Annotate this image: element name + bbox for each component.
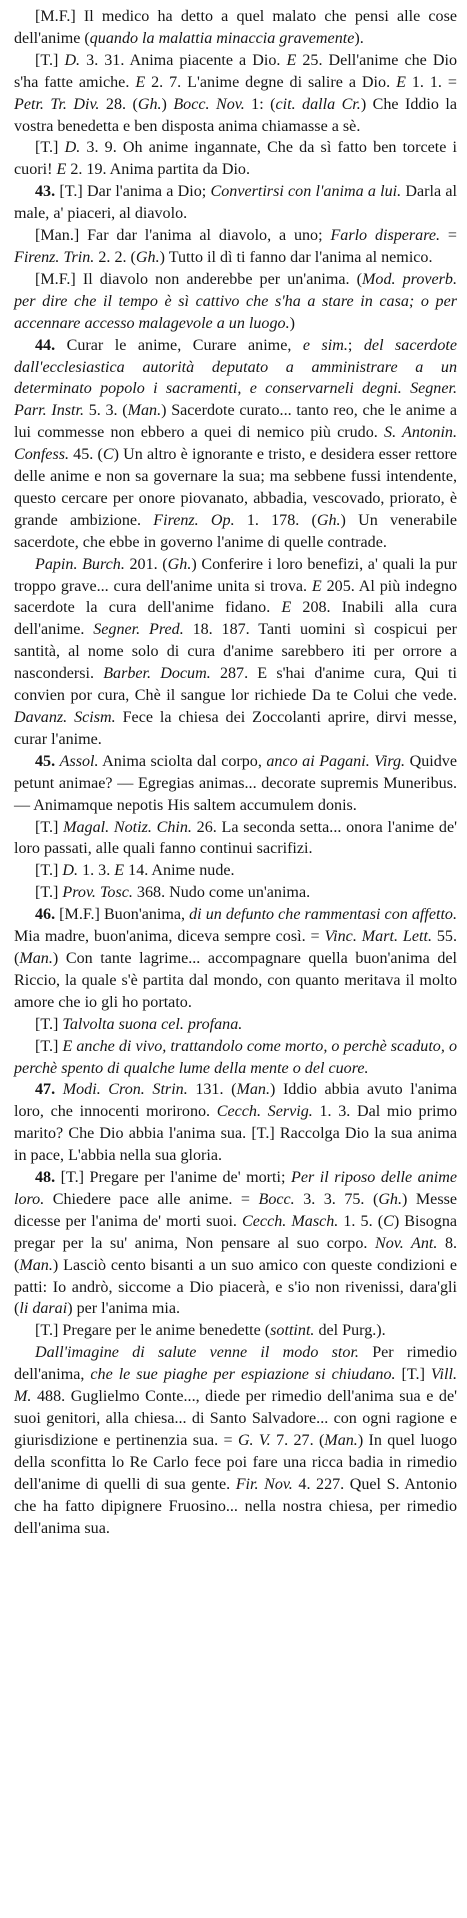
entry-paragraph: Papin. Burch. 201. (Gh.) Conferire i loro benefizi, a' quali la pur troppo grave... cura dell'anime unita si trova. E 205. Al più indegno sacerdote la cura dell'anime fidano. E 208. Inabili alla cura dell'anime. Segner. Pred. 18. 187. Tanti uomini sì cospicui per santità, al nome solo di cura d'anime sarebbero iti per orrore a nascondersi. Barber. Docum. 287. E s'hai d'anime cura, Qui ti convien por cura, Chè il sangue lor richiede Da te Colui che vede. Davanz. Scism. Fece la chiesa dei Zoccolanti aprire, dirvi messe, curar l'anime. bbox=[14, 555, 458, 748]
entry-paragraph: [T.] D. 3. 31. Anima piacente a Dio. E 25. Dell'anime che Dio s'ha fatte amiche. E 2. 7. L'anime degne di salire a Dio. E 1. 1. = Petr. Tr. Div. 28. (Gh.) Bocc. Nov. 1: (cit. dalla Cr.) Che Iddio la vostra benedetta e ben disposta anima chiamasse a sè. bbox=[14, 51, 458, 135]
entry-paragraph: [T.] Magal. Notiz. Chin. 26. La seconda setta... onora l'anime de' loro passati, alle quali fanno continui sacrifizi. bbox=[14, 818, 457, 858]
dictionary-entry-column bbox=[14, 6, 457, 1539]
entry-paragraph: 47. Modi. Cron. Strin. 131. (Man.) Iddio abbia avuto l'anima loro, che innocenti morirono. Cecch. Servig. 1. 3. Dal mio primo marito? Che Dio abbia l'anima sua. [T.] Raccolga Dio la sua anima in pace, L'abbia nella sua gloria. bbox=[14, 1081, 457, 1165]
entry-paragraph: 45. Assol. Anima sciolta dal corpo, anco ai Pagani. Virg. Quidve petunt animae? — Egregias animas... decorate supremis Muneribus. — Animamque nepotis His saltem accumulem donis. bbox=[14, 752, 457, 814]
entry-paragraph: [M.F.] Il diavolo non anderebbe per un'anima. (Mod. proverb. per dire che il tempo è sì cattivo che s'ha a stare in casa; o per accennare accesso malagevole a un luogo.) bbox=[14, 270, 457, 332]
entry-paragraph: [T.] Prov. Tosc. 368. Nudo come un'anima. bbox=[35, 884, 311, 902]
entry-paragraph: [T.] Talvolta suona cel. profana. bbox=[35, 1015, 243, 1033]
entry-paragraph: Dall'imagine di salute venne il modo stor. Per rimedio dell'anima, che le sue piaghe per espiazione si chiudano. [T.] Vill. M. 488. Guglielmo Conte..., diede per rimedio dell'anima sua e de' suoi genitori, alla chiesa... di Santo Salvadore... con ogni ragione e giurisdizione e pertinenzia sua. = G. V. 7. 27. (Man.) In quel luogo della sconfitta lo Re Carlo fece poi fare una ricca badia in rimedio dell'anime di quelli di sua gente. Fir. Nov. 4. 227. Quel S. Antonio che ha fatto dipignere Fruosino... nella nostra chiesa, per rimedio dell'anima sua. bbox=[14, 1344, 457, 1537]
entry-paragraph: [T.] Pregare per le anime benedette (sottint. del Purg.). bbox=[35, 1322, 386, 1340]
entry-paragraph: 44. Curar le anime, Curare anime, e sim.; del sacerdote dall'ecclesiastica autorità deputato a amministrare a un determinato popolo i sacramenti, e conservarneli degni. Segner. Parr. Instr. 5. 3. (Man.) Sacerdote curato... tanto reo, che le anime a lui commesse non ebbero a quei di nemico più crudo. S. Antonin. Confess. 45. (C) Un altro è ignorante e tristo, e desidera esser rettore delle anime e non sa governare la sua; ma sebbene fussi intendente, questo cercare per onore piovanato, abbadia, vescovado, priorato, è grande ambizione. Firenz. Op. 1. 178. (Gh.) Un venerabile sacerdote, che ebbe in governo l'anime di quelle contrade. bbox=[14, 336, 458, 551]
entry-paragraph: [M.F.] Il medico ha detto a quel malato che pensi alle cose dell'anime (quando la malattia minaccia gravemente). bbox=[14, 8, 457, 47]
entry-paragraph: [T.] E anche di vivo, trattandolo come morto, o perchè scaduto, o perchè spento di qualche lume della mente o del cuore. bbox=[14, 1037, 457, 1077]
entry-paragraph: [T.] D. 3. 9. Oh anime ingannate, Che da sì fatto ben torcete i cuori! E 2. 19. Anima partita da Dio. bbox=[14, 139, 458, 179]
entry-paragraph: [Man.] Far dar l'anima al diavolo, a uno; Farlo disperare. = Firenz. Trin. 2. 2. (Gh.) Tutto il dì ti fanno dar l'anima al nemico. bbox=[14, 227, 458, 266]
entry-paragraph: [T.] D. 1. 3. E 14. Anime nude. bbox=[35, 862, 235, 880]
entry-paragraph: 43. [T.] Dar l'anima a Dio; Convertirsi con l'anima a lui. Darla al male, a' piaceri, al diavolo. bbox=[14, 183, 458, 223]
entry-paragraph: 46. [M.F.] Buon'anima, di un defunto che rammentasi con affetto. Mia madre, buon'anima, diceva sempre così. = Vinc. Mart. Lett. 55. (Man.) Con tante lagrime... accompagnare quella buon'anima del Riccio, la quale s'è partita dal mondo, con quanto meritava il molto amore che io gli ho portato. bbox=[14, 906, 458, 1011]
entry-paragraph: 48. [T.] Pregare per l'anime de' morti; Per il riposo delle anime loro. Chiedere pace alle anime. = Bocc. 3. 3. 75. (Gh.) Messe dicesse per l'anima de' morti suoi. Cecch. Masch. 1. 5. (C) Bisogna pregar per la su' anima, Non pensare al suo corpo. Nov. Ant. 8. (Man.) Lasciò cento bisanti a un suo amico con queste condizioni e patti: Io andrò, siccome a Dio piacerà, e s'io non rivenissi, dara'gli (li darai) per l'anima mia. bbox=[14, 1169, 458, 1318]
